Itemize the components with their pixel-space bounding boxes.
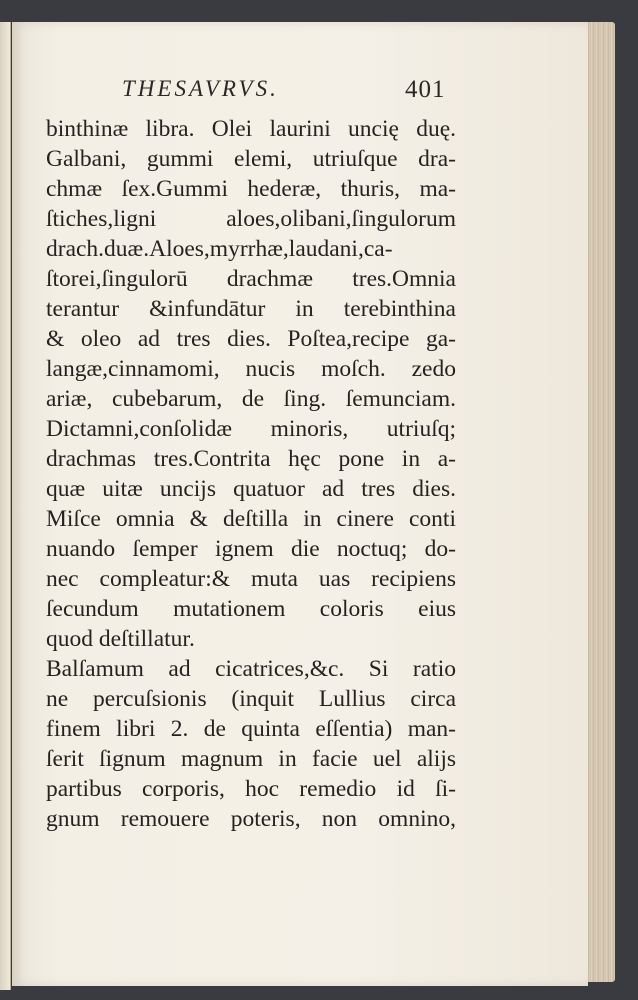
running-head	[12, 74, 588, 114]
text-line: drach.duæ.Aloes,myrrhæ,laudani,ca-	[46, 236, 393, 262]
running-title: THESAVRVS.	[122, 76, 279, 101]
text-line: ſerit ſignum magnum in facie uel alijs	[46, 746, 456, 772]
body-text	[46, 114, 456, 834]
text-line: nuando ſemper ignem die noctuq; do-	[46, 536, 456, 562]
page-number: 401	[405, 76, 446, 103]
text-line: Galbani, gummi elemi, utriuſque dra-	[46, 146, 456, 172]
book-page	[12, 22, 588, 986]
text-line: partibus corporis, hoc remedio id ſi-	[46, 776, 456, 802]
text-line: chmæ ſex.Gummi hederæ, thuris, ma-	[46, 176, 456, 202]
text-line: langæ,cinnamomi, nucis moſch. zedo	[46, 356, 456, 382]
text-line: Dictamni,conſolidæ minoris, utriuſq;	[46, 416, 456, 442]
text-line: & oleo ad tres dies. Poſtea,recipe ga-	[46, 326, 456, 352]
text-line: ne percuſsionis (inquit Lullius circa	[46, 686, 456, 712]
text-line: ſtorei,ſingulorū drachmæ tres.Omnia	[46, 266, 456, 292]
text-line: ariæ, cubebarum, de ſing. ſemunciam.	[46, 386, 456, 412]
text-line: drachmas tres.Contrita hęc pone in a-	[46, 446, 456, 472]
text-line: terantur &infundātur in terebinthina	[46, 296, 456, 322]
text-line: quod deſtillatur.	[46, 626, 195, 652]
text-line: binthinæ libra. Olei laurini uncię duę.	[46, 116, 456, 142]
facing-page-edge	[0, 22, 11, 990]
paragraph-start-line: Balſamum ad cicatrices,&c. Si ratio	[46, 656, 456, 682]
text-line: finem libri 2. de quinta eſſentia) man-	[46, 716, 456, 742]
text-line: Miſce omnia & deſtilla in cinere conti	[46, 506, 456, 532]
page-block-edges	[585, 22, 615, 982]
text-line: quæ uitæ uncijs quatuor ad tres dies.	[46, 476, 456, 502]
text-line: ſtiches,ligni aloes,olibani,ſingulorum	[46, 206, 456, 232]
text-line: ſecundum mutationem coloris eius	[46, 596, 456, 622]
text-line: nec compleatur:& muta uas recipiens	[46, 566, 456, 592]
text-line: gnum remouere poteris, non omnino,	[46, 806, 456, 832]
